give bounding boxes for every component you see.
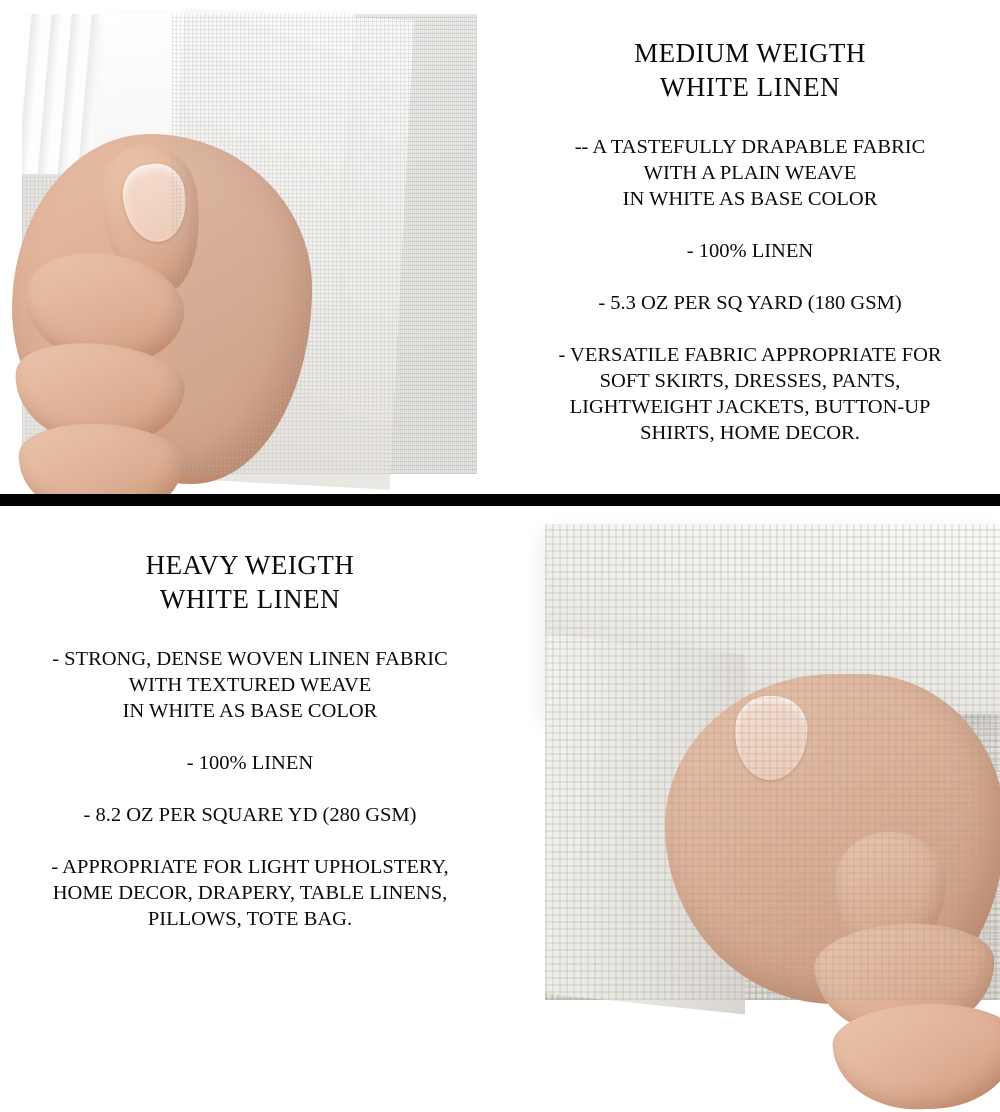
heavy-linen-composition: [177, 750, 323, 776]
heavy-linen-uses: [41, 854, 458, 932]
medium-linen-text-cell: [500, 0, 1000, 500]
heavy-linen-uses-line-1: - APPROPRIATE FOR LIGHT UPHOLSTERY,: [51, 856, 449, 878]
medium-linen-heading: [634, 36, 866, 104]
medium-linen-uses-line-2: SOFT SKIRTS, DRESSES, PANTS,: [599, 370, 901, 392]
medium-linen-composition: [677, 238, 823, 264]
heavy-linen-weight-line-1: - 8.2 OZ PER SQUARE YD (280 GSM): [83, 804, 417, 826]
heavy-linen-composition-line-1: - 100% LINEN: [186, 752, 314, 774]
linen-weave-texture: [172, 14, 477, 474]
medium-linen-uses-line-1: - VERSATILE FABRIC APPROPRIATE FOR: [558, 344, 942, 366]
heavy-linen-heading-line-2: WHITE LINEN: [159, 584, 341, 614]
medium-linen-description-line-3: IN WHITE AS BASE COLOR: [622, 188, 878, 210]
heavy-linen-description-line-1: - STRONG, DENSE WOVEN LINEN FABRIC: [52, 648, 448, 670]
medium-linen-weight: [588, 290, 911, 316]
heavy-linen-uses-line-3: PILLOWS, TOTE BAG.: [147, 908, 353, 930]
medium-linen-photo: [22, 14, 477, 474]
medium-linen-photo-cell: [0, 0, 500, 500]
heavy-linen-description-line-2: WITH TEXTURED WEAVE: [128, 674, 372, 696]
heavy-linen-weight: [74, 802, 427, 828]
panel-divider: [0, 494, 1000, 506]
medium-linen-uses-line-4: SHIRTS, HOME DECOR.: [640, 422, 860, 444]
heavy-linen-description-line-3: IN WHITE AS BASE COLOR: [122, 700, 378, 722]
heavy-linen-text-cell: [0, 500, 500, 1000]
finger-ring-heavy: [831, 1001, 1000, 1112]
medium-linen-description: [565, 134, 936, 212]
medium-linen-heading-line-1: MEDIUM WEIGTH: [634, 38, 866, 68]
medium-linen-uses: [548, 342, 951, 446]
heavy-linen-description: [42, 646, 458, 724]
medium-linen-description-line-1: -- A TASTEFULLY DRAPABLE FABRIC: [574, 136, 926, 158]
heavy-linen-heading: [146, 548, 355, 616]
medium-linen-weight-line-1: - 5.3 OZ PER SQ YARD (180 GSM): [598, 292, 902, 314]
medium-linen-uses-line-3: LIGHTWEIGHT JACKETS, BUTTON-UP: [569, 396, 931, 418]
finger-little: [16, 420, 186, 500]
heavy-linen-photo: [545, 524, 1000, 1000]
heavy-linen-uses-line-2: HOME DECOR, DRAPERY, TABLE LINENS,: [52, 882, 448, 904]
panel-medium-weight: [0, 0, 1000, 500]
medium-linen-composition-line-1: - 100% LINEN: [686, 240, 814, 262]
heavy-linen-heading-line-1: HEAVY WEIGTH: [145, 550, 355, 580]
medium-linen-heading-line-2: WHITE LINEN: [659, 72, 841, 102]
medium-linen-description-line-2: WITH A PLAIN WEAVE: [643, 162, 857, 184]
